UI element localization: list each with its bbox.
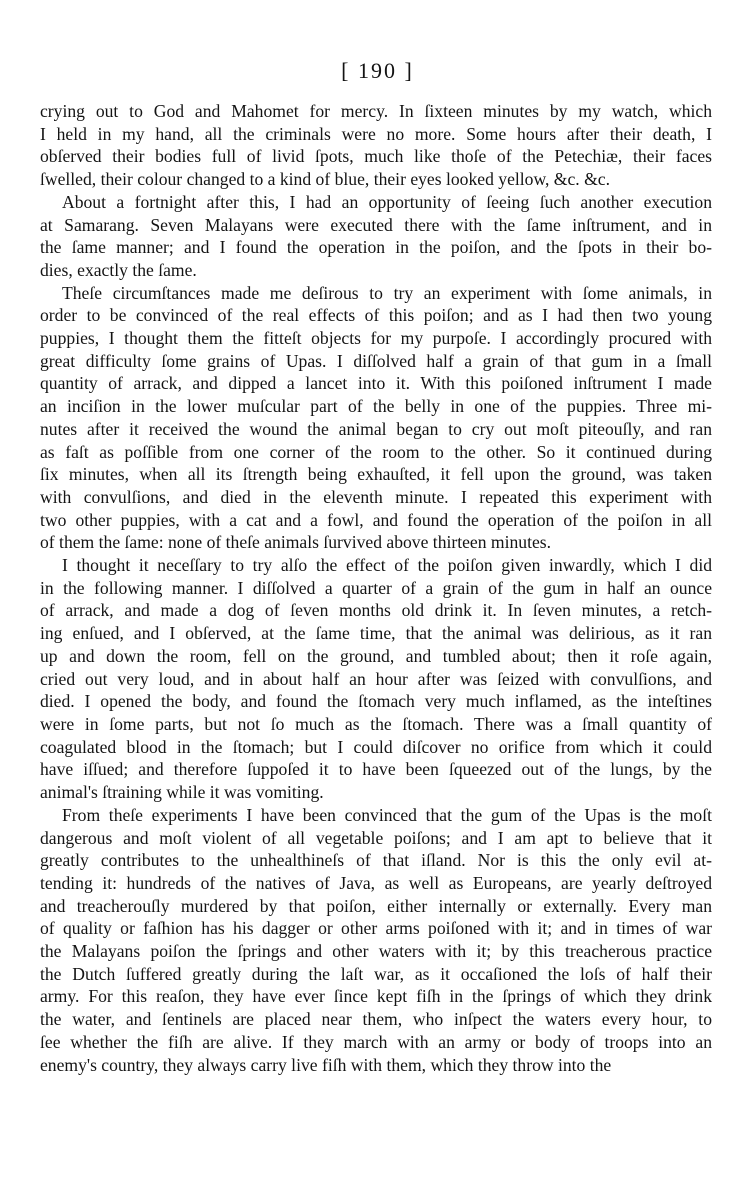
text-line: cried out very loud, and in about half an hour after was ſeized with convulſions, and — [40, 668, 712, 689]
text-line: of quality or faſhion has his dagger or other arms poiſoned with it; and in times of war — [40, 918, 712, 939]
text-line: have iſſued; and therefore ſuppoſed it to have been ſqueezed out of the lungs, by the — [40, 759, 712, 780]
text-line: ing enſued, and I obſerved, at the ſame time, that the animal was delirious, as it ran — [40, 623, 712, 644]
text-line: the water, and ſentinels are placed near them, who inſpect the waters every hour, to — [40, 1009, 712, 1030]
text-line: I held in my hand, all the criminals were no more. Some hours after their death, I — [40, 123, 712, 144]
text-line: order to be convinced of the real effects of this poiſon; and as I had then two young — [40, 305, 712, 326]
text-line: the Malayans poiſon the ſprings and other waters with it; by this treacherous practice — [40, 941, 712, 962]
paragraph — [40, 282, 712, 554]
text-line: in the following manner. I diſſolved a quarter of a grain of the gum in half an ounce — [40, 577, 712, 598]
text-line: obſerved their bodies full of livid ſpots, much like thoſe of the Petechiæ, their faces — [40, 146, 712, 167]
text-line: died. I opened the body, and found the ſtomach very much inflamed, as the inteſtines — [40, 691, 712, 712]
text-line: coagulated blood in the ſtomach; but I could diſcover no orifice from which it could — [40, 736, 712, 757]
text-line: crying out to God and Mahomet for mercy. In ſixteen minutes by my watch, which — [40, 101, 712, 121]
text-line: tending it: hundreds of the natives of Java, as well as Europeans, are yearly deſtroyed — [40, 872, 712, 893]
text-line: of them the ſame: none of theſe animals ſurvived above thirteen minutes. — [40, 532, 552, 553]
text-line: the Dutch ſuffered greatly during the laſt war, as it occaſioned the loſs of half their — [40, 963, 712, 984]
text-line: nutes after it received the wound the animal began to cry out moſt piteouſly, and ran — [40, 418, 712, 439]
text-line: greatly contributes to the unhealthineſs of that iſland. Nor is this the only evil at- — [40, 850, 712, 871]
text-line: army. For this reaſon, they have ever ſince kept fiſh in the ſprings of which they drink — [40, 986, 712, 1007]
text-line: Theſe circumſtances made me deſirous to try an experiment with ſome animals, in — [62, 282, 712, 303]
text-line: dies, exactly the ſame. — [40, 259, 197, 280]
text-line: puppies, I thought them the fitteſt objects for my purpoſe. I accordingly procured with — [40, 328, 712, 349]
text-line: were in ſome parts, but not ſo much as the ſtomach. There was a ſmall quantity of — [40, 713, 712, 734]
text-line: an inciſion in the lower muſcular part of the belly in one of the puppies. Three mi- — [40, 396, 712, 417]
text-line: About a fortnight after this, I had an opportunity of ſeeing ſuch another execution — [62, 191, 712, 212]
paragraph — [40, 191, 712, 282]
body-text — [40, 100, 712, 1076]
text-line: up and down the room, fell on the ground, and tumbled about; then it roſe again, — [40, 645, 712, 666]
paragraph — [40, 100, 712, 191]
text-line: animal's ſtraining while it was vomiting. — [40, 782, 324, 803]
text-line: of arrack, and made a dog of ſeven months old drink it. In ſeven minutes, a retch- — [40, 600, 712, 621]
text-line: and treacherouſly murdered by that poiſon, either internally or externally. Every man — [40, 895, 712, 916]
page-number: [ 190 ] — [341, 58, 414, 83]
text-line: great difficulty ſome grains of Upas. I diſſolved half a grain of that gum in a ſmall — [40, 350, 712, 371]
text-line: with convulſions, and died in the eleventh minute. I repeated this experiment with — [40, 486, 712, 507]
text-line: ſee whether the fiſh are alive. If they march with an army or body of troops into an — [40, 1031, 712, 1052]
paragraph — [40, 804, 712, 1076]
text-line: quantity of arrack, and dipped a lancet into it. With this poiſoned inſtrument I made — [40, 373, 712, 394]
text-line: at Samarang. Seven Malayans were executed there with the ſame inſtrument, and in — [40, 214, 712, 235]
paragraph — [40, 554, 712, 804]
text-line: the ſame manner; and I found the operation in the poiſon, and the ſpots in their bo- — [40, 237, 712, 258]
text-line: ſwelled, their colour changed to a kind of blue, their eyes looked yellow, &c. &c. — [40, 169, 610, 190]
text-line: dangerous and moſt violent of all vegetable poiſons; and I am apt to believe that it — [40, 827, 712, 848]
text-line: enemy's country, they always carry live fiſh with them, which they throw into the — [40, 1054, 612, 1075]
text-line: I thought it neceſſary to try alſo the effect of the poiſon given inwardly, which I did — [62, 555, 712, 576]
text-line: as faſt as poſſible from one corner of the room to the other. So it continued during — [40, 441, 712, 462]
text-line: From theſe experiments I have been convinced that the gum of the Upas is the moſt — [62, 804, 712, 825]
text-line: ſix minutes, when all its ſtrength being exhauſted, it fell upon the ground, was taken — [40, 464, 712, 485]
text-line: two other puppies, with a cat and a fowl, and found the operation of the poiſon in all — [40, 509, 712, 530]
